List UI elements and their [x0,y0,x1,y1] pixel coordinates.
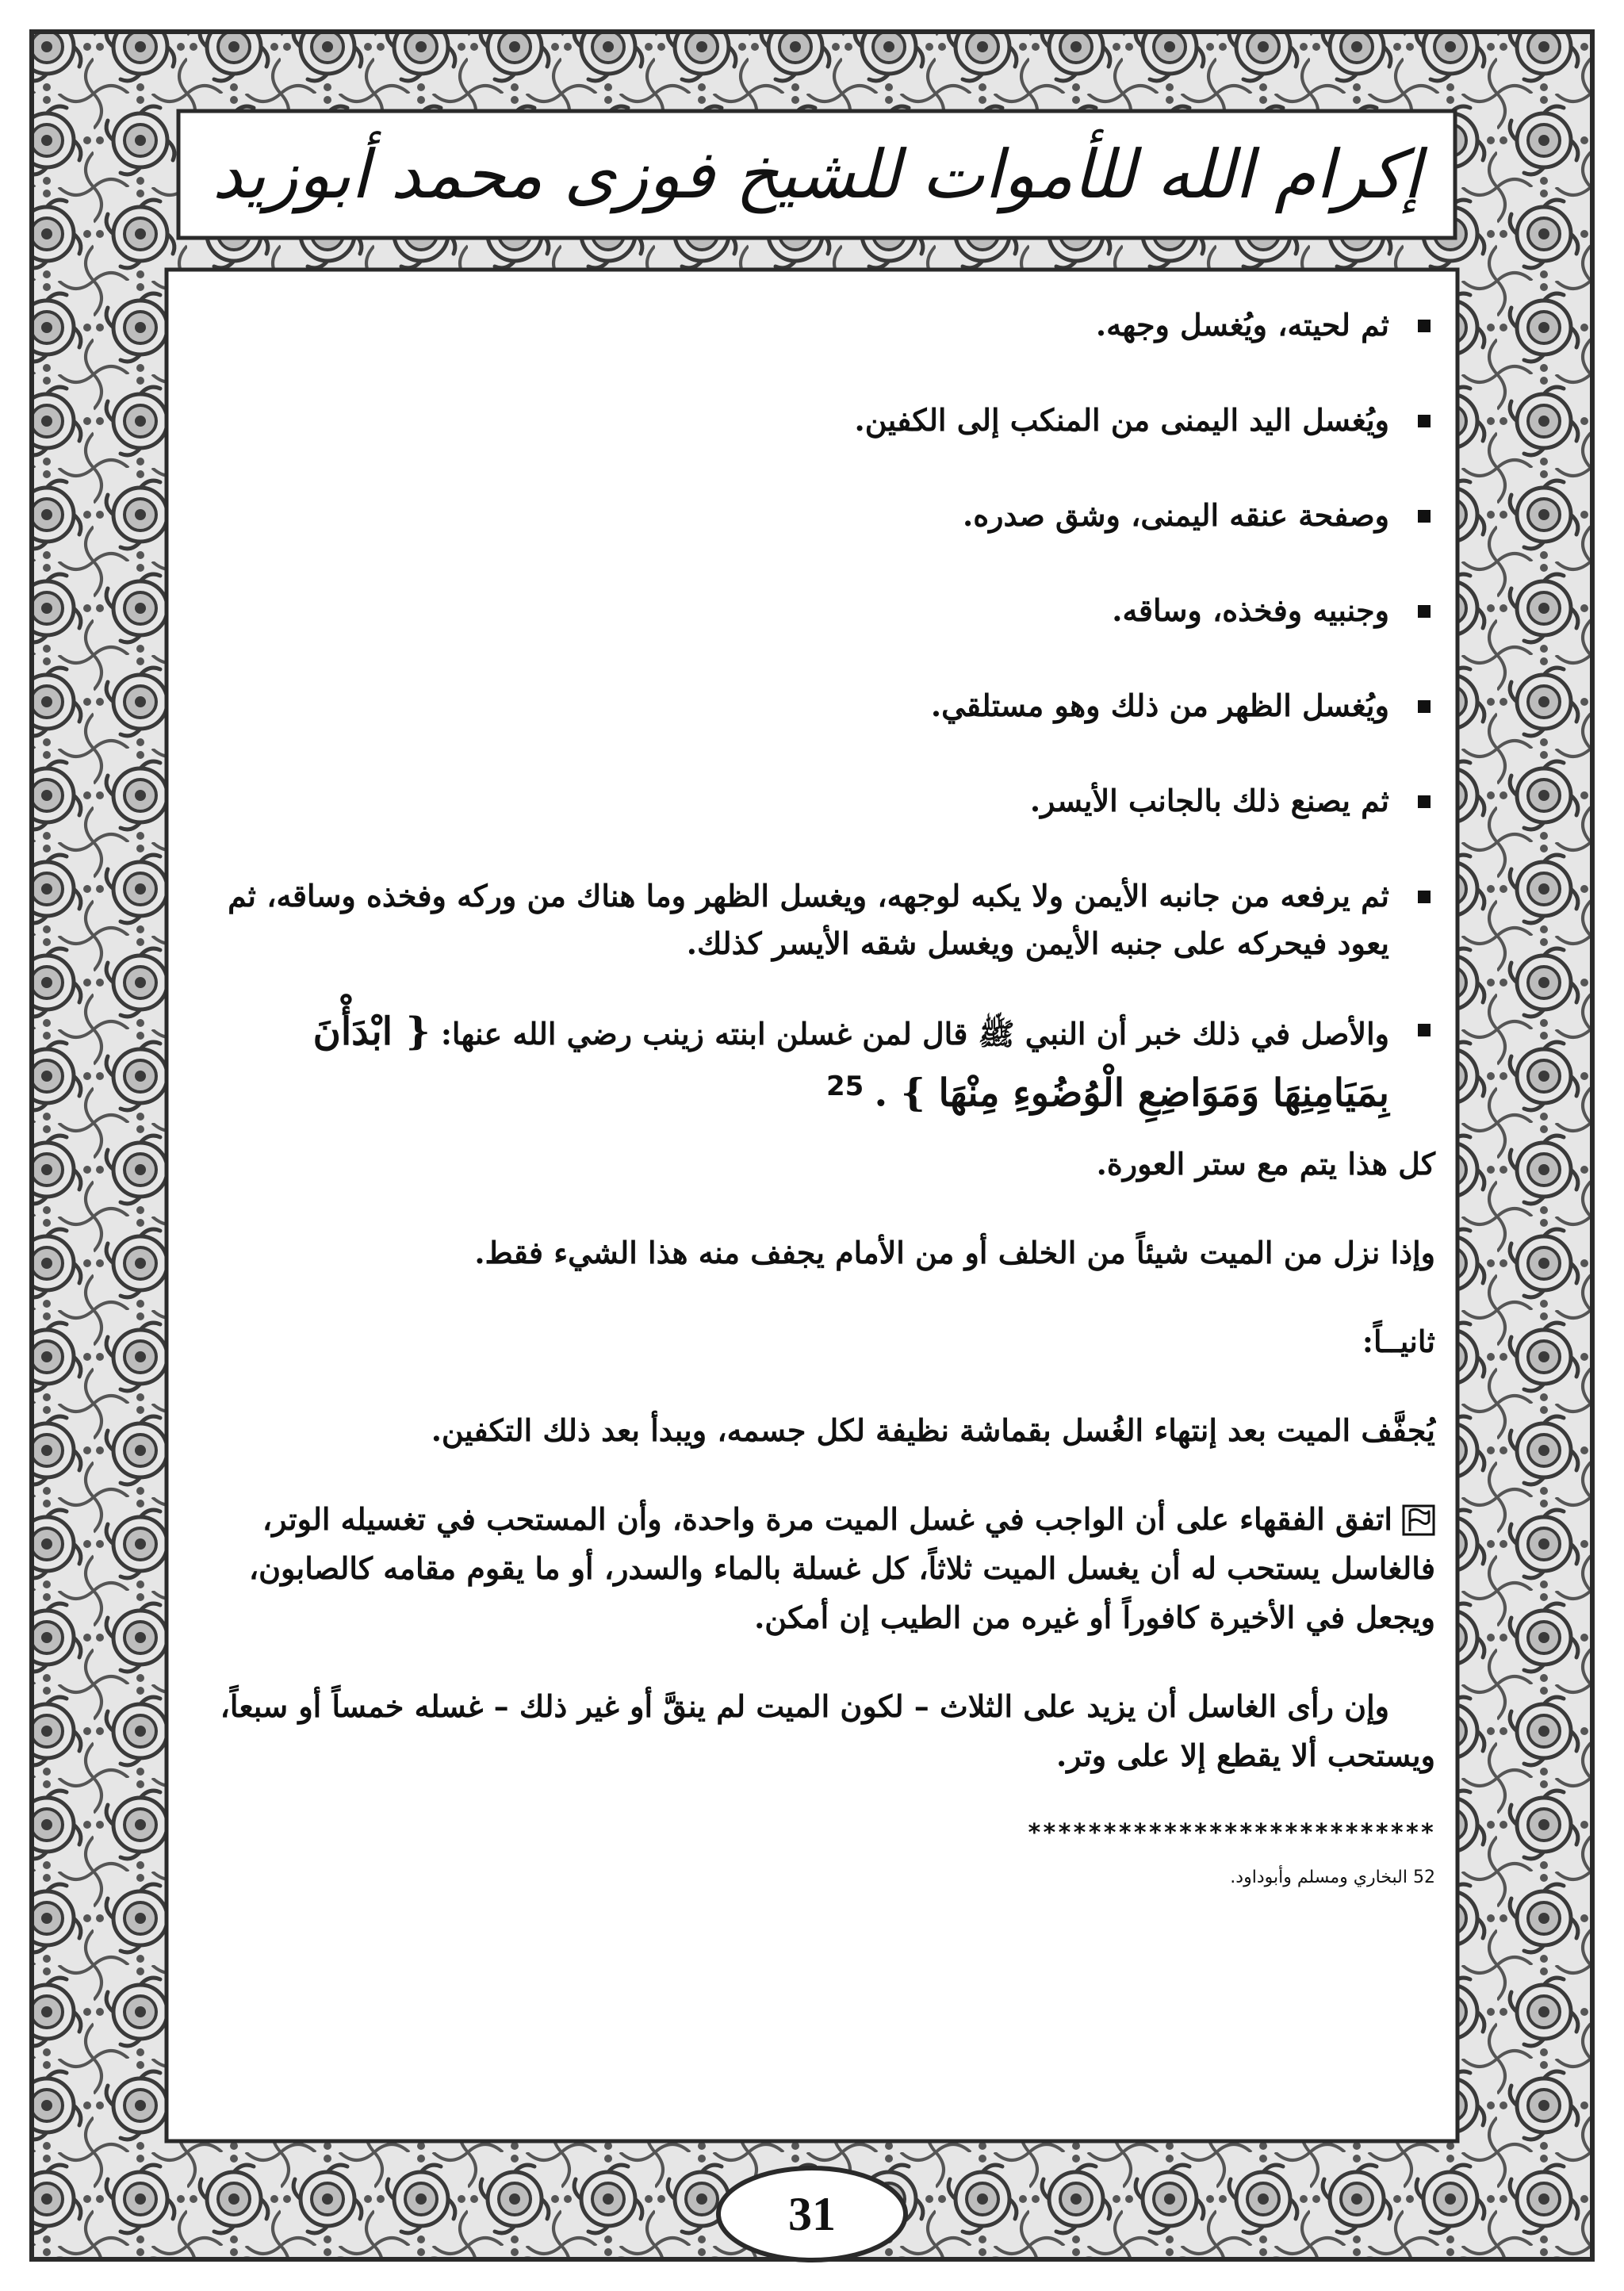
page-number: 31 [788,2187,836,2240]
list-item: وصفحة عنقه اليمنى، وشق صدره. [198,492,1435,539]
list-item: ثم لحيته، ويُغسل وجهه. [198,301,1435,349]
washing-steps-list [198,301,1435,1122]
footnote [198,1868,1435,1887]
list-item: ويُغسل اليد اليمنى من المنكب إلى الكفين. [198,397,1435,444]
hadith-quote-part1: { ابْدَأْنَ [312,1009,431,1054]
hadith-intro: والأصل في ذلك خبر أن النبي ﷺ قال لمن غسلن ابنته زينب رضي الله عنها: [440,1016,1389,1052]
flag-note-icon [1402,1504,1435,1536]
paragraph-awra: كل هذا يتم مع ستر العورة. [1096,1145,1435,1182]
page-content [198,301,1435,1887]
footnote-text: البخاري ومسلم وأبوداود. [1230,1867,1408,1887]
section-heading-second: ثانيــاً: [1362,1323,1435,1359]
list-item: وجنبيه وفخذه، وساقه. [198,587,1435,634]
page-header [182,119,1451,230]
book-title: إكرام الله للأموات للشيخ فوزى محمد أبوزيد [212,136,1422,213]
list-item: ثم يصنع ذلك بالجانب الأيسر. [198,777,1435,825]
footnote-number: 52 [1413,1867,1435,1887]
list-item: ثم يرفعه من جانبه الأيمن ولا يكبه لوجهه، ويغسل الظهر وما هناك من وركه وفخذه وساقه، ثم يعود فيحركه على جنبه الأيمن ويغسل شقه الأيسر كذلك. [198,872,1435,967]
paragraph-fuqaha-text: اتفق الفقهاء على أن الواجب في غسل الميت مرة واحدة، وأن المستحب في تغسيله الوتر، فالغاسل يستحب له أن يغسل الميت ثلاثاً، كل غسلة بالماء والسدر، أو ما يقوم مقامه كالصابون، ويجعل في الأخيرة كافوراً أو غيره من الطيب إن أمكن. [248,1500,1435,1635]
paragraph-odd: وإن رأى الغاسل أن يزيد على الثلاث – لكون الميت لم ينقَّ أو غير ذلك – غسله خمساً أو سبعاً، ويستحب ألا يقطع إلا على وتر. [220,1688,1435,1773]
footnote-separator: *************************** [1027,1818,1435,1847]
hadith-item [198,1006,1435,1122]
hadith-quote-part2: بِمَيَامِنِهَا وَمَوَاضِعِ الْوُضُوءِ مِنْهَا } . [874,1071,1389,1116]
paragraph-fuqaha [198,1495,1435,1642]
list-item: ويُغسل الظهر من ذلك وهو مستلقي. [198,682,1435,730]
paragraph-drying: يُجفَّف الميت بعد إنتهاء الغُسل بقماشة نظيفة لكل جسمه، ويبدأ بعد ذلك التكفين. [431,1412,1435,1448]
footnote-reference[interactable]: 25 [825,1071,864,1102]
paragraph-leak: وإذا نزل من الميت شيئاً من الخلف أو من الأمام يجفف منه هذا الشيء فقط. [474,1234,1435,1270]
